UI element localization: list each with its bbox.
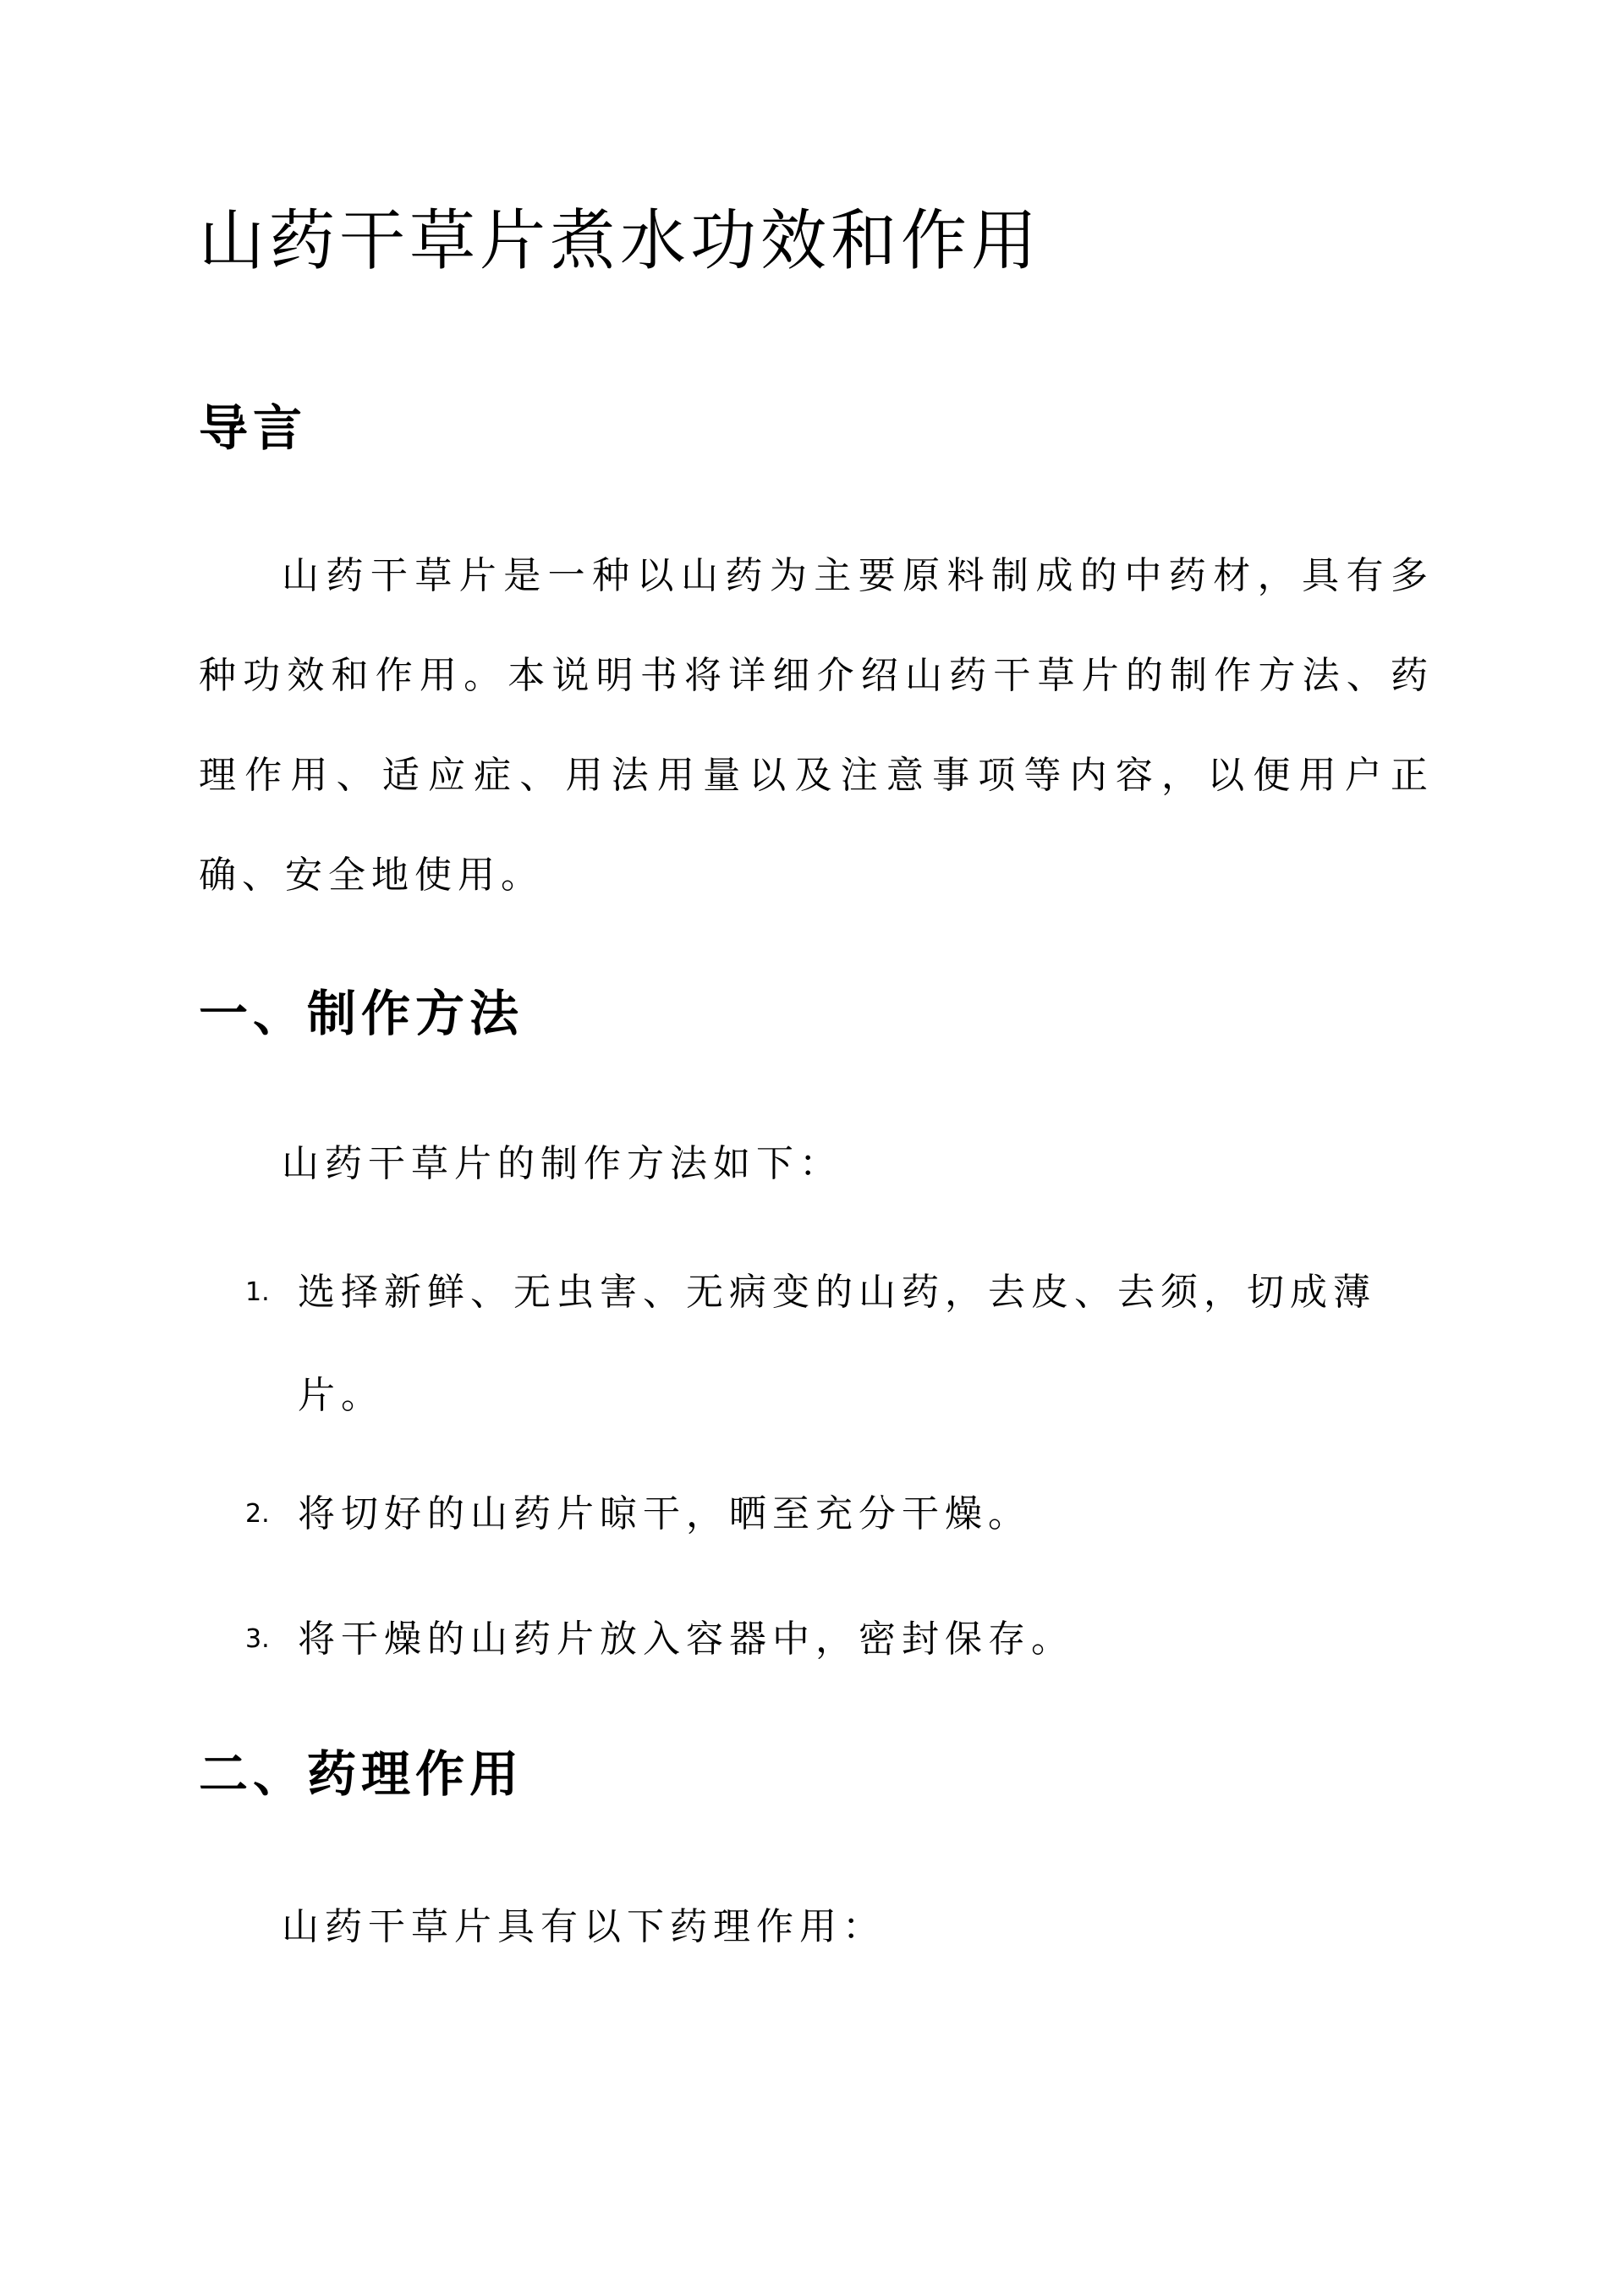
intro-heading: 导言 bbox=[199, 399, 308, 457]
list-number: 2. bbox=[245, 1499, 270, 1529]
section-heading-pharmacology: 二、药理作用 bbox=[199, 1745, 524, 1803]
section-heading-production: 一、制作方法 bbox=[199, 985, 524, 1042]
list-text: 选择新鲜、无虫害、无病变的山药，去皮、去须，切成薄片。 bbox=[298, 1271, 1376, 1417]
list-text: 将切好的山药片晾干，晒至充分干燥。 bbox=[298, 1492, 1031, 1535]
intro-paragraph: 山药干草片是一种以山药为主要原料制成的中药材，具有多种功效和作用。本说明书将详细介绍山药干草片的制作方法、药理作用、适应症、用法用量以及注意事项等内容，以便用户正确、安全地使用。 bbox=[199, 554, 1434, 897]
pharmacology-lead: 山药干草片具有以下药理作用： bbox=[282, 1905, 886, 1948]
list-number: 3. bbox=[245, 1624, 270, 1654]
list-number: 1. bbox=[245, 1277, 270, 1307]
document-title: 山药干草片煮水功效和作用 bbox=[199, 203, 1042, 279]
production-lead: 山药干草片的制作方法如下： bbox=[282, 1142, 842, 1185]
list-text: 将干燥的山药片放入容器中，密封保存。 bbox=[298, 1618, 1074, 1661]
